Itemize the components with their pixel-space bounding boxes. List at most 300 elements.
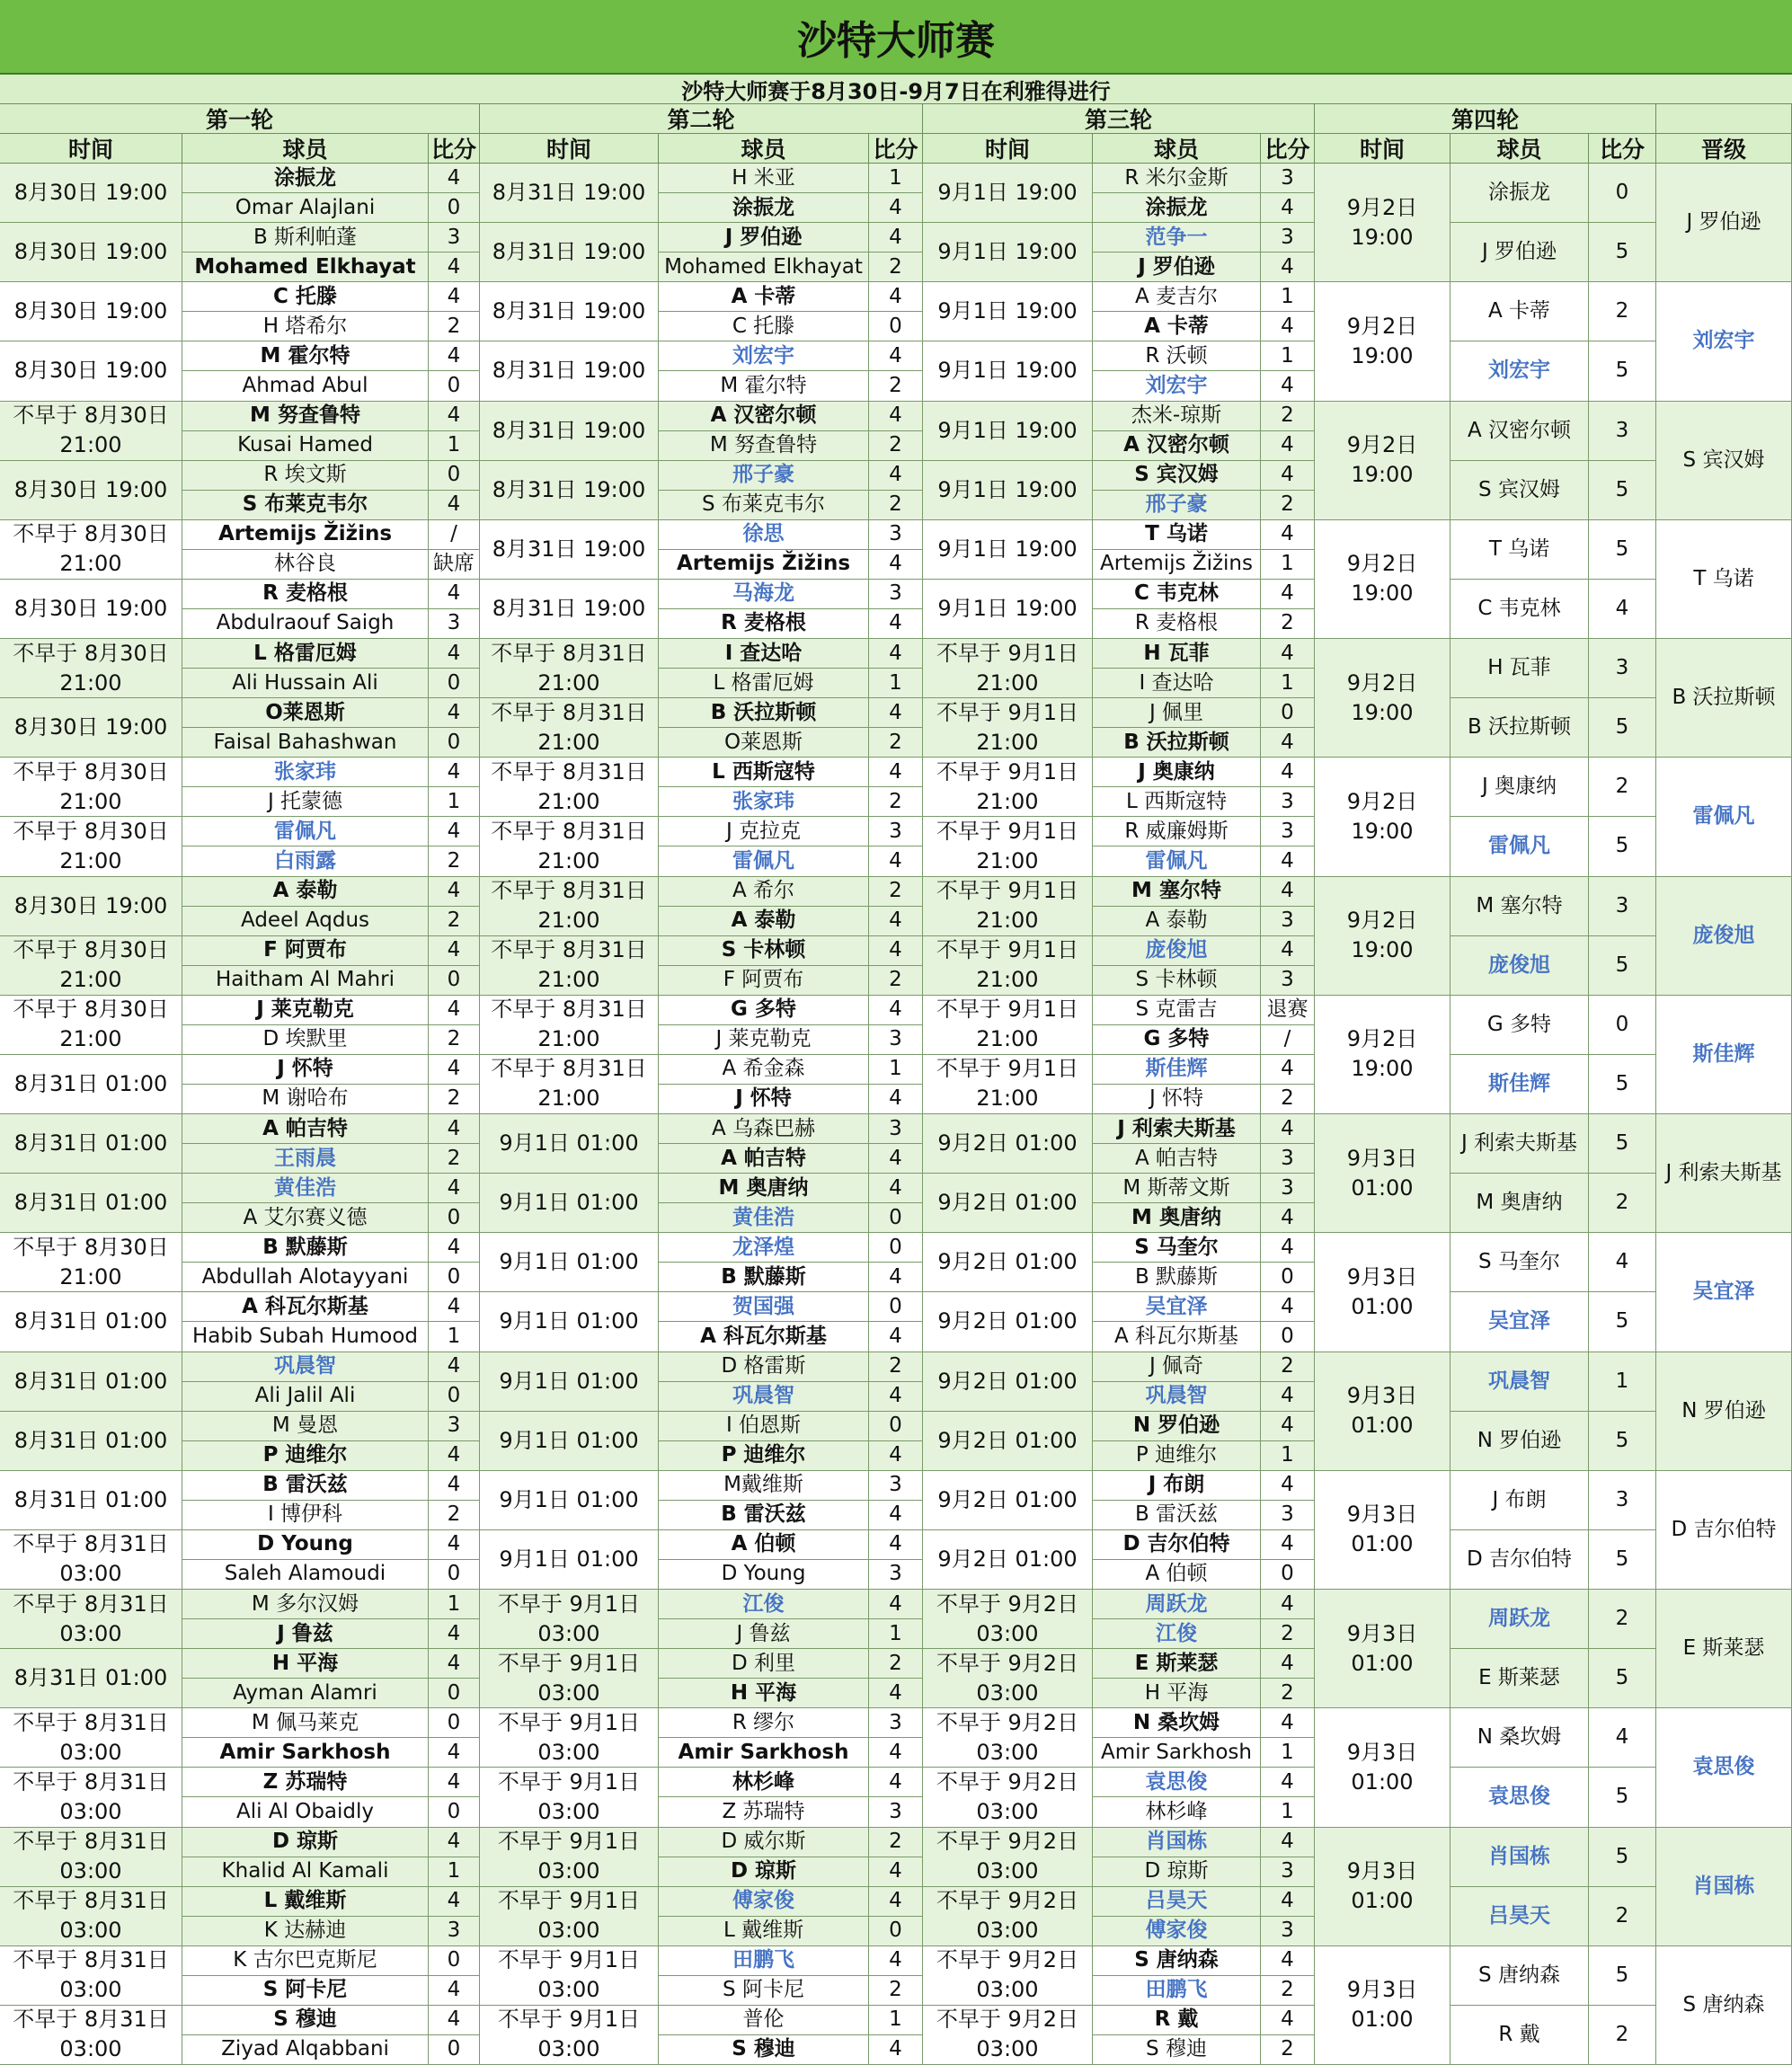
match-time: 9月1日 19:00 (923, 461, 1093, 520)
player-score: 4 (1261, 1233, 1315, 1263)
match-time: 不早于 8月30日 21:00 (0, 817, 182, 876)
player-score: 1 (869, 1055, 923, 1085)
player-name: A 帕吉特 (659, 1144, 869, 1174)
player-score: 4 (869, 846, 923, 876)
player-name: B 雷沃兹 (182, 1471, 429, 1501)
match-time: 不早于 8月31日 21:00 (480, 817, 659, 876)
match-time: 9月2日 01:00 (923, 1530, 1093, 1590)
qualifier-name: J 利索夫斯基 (1656, 1114, 1792, 1233)
player-name: J 奥康纳 (1093, 758, 1261, 787)
player-name: 田鹏飞 (1093, 1976, 1261, 2006)
player-score: 4 (1261, 639, 1315, 669)
match-time: 9月2日 19:00 (1315, 639, 1450, 758)
player-score: 4 (869, 461, 923, 491)
player-score: 4 (1261, 1412, 1315, 1441)
player-score: 2 (429, 1501, 480, 1530)
player-name: B 默藤斯 (182, 1233, 429, 1263)
player-name: J 克拉克 (659, 817, 869, 846)
player-score: 4 (1589, 580, 1656, 639)
match-time: 不早于 8月31日 03:00 (0, 1768, 182, 1827)
player-score: 4 (1261, 877, 1315, 907)
match-time: 8月31日 01:00 (0, 1114, 182, 1174)
player-score: 4 (869, 1887, 923, 1917)
player-score: 4 (1261, 253, 1315, 282)
player-name: L 格雷厄姆 (182, 639, 429, 669)
qualifier-name: 袁思俊 (1656, 1708, 1792, 1827)
player-score: 3 (1261, 966, 1315, 996)
player-name: A 帕吉特 (1093, 1144, 1261, 1174)
player-name: M 霍尔特 (659, 371, 869, 401)
player-name: L 西斯寇特 (1093, 787, 1261, 817)
player-score: 4 (869, 1738, 923, 1768)
player-score: 2 (429, 1085, 480, 1114)
player-name: S 卡林顿 (1093, 966, 1261, 996)
qualifier-name: 斯佳辉 (1656, 996, 1792, 1114)
player-score: 3 (1261, 817, 1315, 846)
player-score: 4 (429, 1114, 480, 1144)
player-name: A 汉密尔顿 (1450, 402, 1589, 461)
column-header: 时间 (1315, 134, 1450, 164)
player-score: 4 (1261, 1114, 1315, 1144)
match-time: 不早于 8月31日 21:00 (480, 639, 659, 698)
player-score: 2 (869, 877, 923, 907)
player-score: 0 (429, 2035, 480, 2065)
player-score: 5 (1589, 1530, 1656, 1590)
match-time: 9月2日 01:00 (923, 1352, 1093, 1412)
player-score: 2 (1261, 1976, 1315, 2006)
player-score: 4 (1261, 1649, 1315, 1679)
player-score: 5 (1589, 698, 1656, 758)
player-score: 5 (1589, 1292, 1656, 1352)
match-time: 不早于 9月1日 03:00 (480, 1887, 659, 1946)
player-score: 5 (1589, 1946, 1656, 2006)
player-score: 4 (429, 936, 480, 966)
player-score: 2 (869, 1649, 923, 1679)
match-time: 不早于 9月2日 03:00 (923, 2006, 1093, 2065)
player-name: 吕昊天 (1450, 1887, 1589, 1946)
player-name: R 米尔金斯 (1093, 164, 1261, 193)
player-name: C 托滕 (659, 312, 869, 341)
player-score: 4 (1261, 1768, 1315, 1797)
qualifier-name: E 斯莱瑟 (1656, 1590, 1792, 1708)
player-name: P 迪维尔 (659, 1441, 869, 1471)
player-name: 江俊 (1093, 1619, 1261, 1649)
match-time: 8月30日 19:00 (0, 164, 182, 223)
player-name: 张家玮 (182, 758, 429, 787)
player-name: H 瓦菲 (1093, 639, 1261, 669)
match-time: 不早于 8月31日 21:00 (480, 936, 659, 996)
match-time: 8月31日 19:00 (480, 461, 659, 520)
match-time: 9月2日 01:00 (923, 1233, 1093, 1292)
match-time: 9月3日 01:00 (1315, 1828, 1450, 1946)
player-score: 4 (429, 402, 480, 431)
player-score: 3 (429, 1917, 480, 1946)
player-score: 2 (1589, 282, 1656, 341)
match-time: 不早于 8月30日 21:00 (0, 402, 182, 461)
match-time: 不早于 9月1日 03:00 (480, 2006, 659, 2065)
column-header: 球员 (1450, 134, 1589, 164)
player-name: N 罗伯逊 (1450, 1412, 1589, 1471)
player-score: 0 (429, 193, 480, 223)
match-time: 不早于 8月31日 03:00 (0, 1828, 182, 1887)
player-name: A 希金森 (659, 1055, 869, 1085)
player-name: M 斯蒂文斯 (1093, 1174, 1261, 1203)
player-name: J 托蒙德 (182, 787, 429, 817)
player-name: A 卡蒂 (1450, 282, 1589, 341)
player-name: Artemijs Žižins (1093, 550, 1261, 580)
player-name: C 托滕 (182, 282, 429, 312)
player-name: 肖国栋 (1093, 1828, 1261, 1857)
player-score: 3 (1261, 787, 1315, 817)
player-name: Amir Sarkhosh (659, 1738, 869, 1768)
player-score: 3 (429, 609, 480, 639)
player-name: S 卡林顿 (659, 936, 869, 966)
round-1-header: 第一轮 (0, 104, 480, 134)
player-score: 4 (429, 1233, 480, 1263)
player-name: T 乌诺 (1450, 520, 1589, 580)
match-time: 9月3日 01:00 (1315, 1114, 1450, 1233)
player-name: 龙泽煌 (659, 1233, 869, 1263)
player-name: 黄佳浩 (659, 1203, 869, 1233)
player-name: S 马奎尔 (1450, 1233, 1589, 1292)
player-name: M 努查鲁特 (182, 402, 429, 431)
qualifier-name: S 唐纳森 (1656, 1946, 1792, 2065)
player-name: P 迪维尔 (1093, 1441, 1261, 1471)
match-time: 9月1日 19:00 (923, 402, 1093, 461)
match-time: 8月31日 01:00 (0, 1352, 182, 1412)
player-score: 0 (1261, 1322, 1315, 1352)
player-score: 0 (1589, 996, 1656, 1055)
qualifier-name: J 罗伯逊 (1656, 164, 1792, 282)
player-score: 5 (1589, 1055, 1656, 1114)
player-score: 4 (429, 1352, 480, 1382)
match-time: 8月31日 01:00 (0, 1174, 182, 1233)
player-score: 4 (869, 1174, 923, 1203)
player-name: T 乌诺 (1093, 520, 1261, 550)
match-time: 8月30日 19:00 (0, 223, 182, 282)
player-name: D 吉尔伯特 (1093, 1530, 1261, 1560)
match-time: 不早于 9月1日 03:00 (480, 1946, 659, 2006)
player-name: S 唐纳森 (1093, 1946, 1261, 1976)
match-time: 9月2日 01:00 (923, 1471, 1093, 1530)
player-score: 4 (429, 491, 480, 520)
player-score: 退赛 (1261, 996, 1315, 1025)
player-score: 3 (1261, 1857, 1315, 1887)
player-score: 2 (1261, 491, 1315, 520)
player-name: M 奥唐纳 (1093, 1203, 1261, 1233)
player-name: 杰米-琼斯 (1093, 402, 1261, 431)
player-name: J 怀特 (182, 1055, 429, 1085)
player-score: 4 (429, 698, 480, 728)
player-name: Ziyad Alqabbani (182, 2035, 429, 2065)
player-score: 3 (1261, 1144, 1315, 1174)
match-time: 不早于 9月1日 21:00 (923, 639, 1093, 698)
player-name: 江俊 (659, 1590, 869, 1619)
player-score: 2 (1589, 2006, 1656, 2065)
player-name: Adeel Aqdus (182, 907, 429, 936)
player-name: M 佩马莱克 (182, 1708, 429, 1738)
player-score: 0 (429, 1263, 480, 1292)
player-score: 4 (869, 996, 923, 1025)
player-score: 2 (1261, 1679, 1315, 1708)
player-score: 4 (1589, 1233, 1656, 1292)
player-name: Amir Sarkhosh (1093, 1738, 1261, 1768)
match-time: 8月30日 19:00 (0, 341, 182, 401)
player-name: J 利索夫斯基 (1093, 1114, 1261, 1144)
column-header: 球员 (182, 134, 429, 164)
player-name: 傅家俊 (659, 1887, 869, 1917)
match-time: 不早于 8月30日 21:00 (0, 639, 182, 698)
player-score: 1 (869, 2006, 923, 2035)
player-name: Faisal Bahashwan (182, 728, 429, 758)
player-score: 4 (869, 936, 923, 966)
player-score: 2 (429, 312, 480, 341)
player-score: 2 (429, 846, 480, 876)
match-time: 不早于 9月1日 21:00 (923, 758, 1093, 817)
player-score: 5 (1589, 1828, 1656, 1887)
column-header: 比分 (1261, 134, 1315, 164)
player-name: R 沃顿 (1093, 341, 1261, 371)
player-name: Z 苏瑞特 (659, 1797, 869, 1827)
player-score: 2 (1261, 1619, 1315, 1649)
qualifier-name: B 沃拉斯顿 (1656, 639, 1792, 758)
player-score: 3 (429, 1412, 480, 1441)
player-score: 1 (1589, 1352, 1656, 1412)
player-score: 4 (1261, 431, 1315, 461)
match-time: 9月2日 01:00 (923, 1412, 1093, 1471)
player-name: I 博伊科 (182, 1501, 429, 1530)
match-time: 8月31日 01:00 (0, 1412, 182, 1471)
player-score: 1 (429, 1857, 480, 1887)
player-score: 1 (429, 787, 480, 817)
player-name: Omar Alajlani (182, 193, 429, 223)
player-name: Abdullah Alotayyani (182, 1263, 429, 1292)
player-name: 吴宜泽 (1093, 1292, 1261, 1322)
player-name: 邢子豪 (1093, 491, 1261, 520)
player-name: Saleh Alamoudi (182, 1560, 429, 1590)
column-header: 比分 (1589, 134, 1656, 164)
match-time: 不早于 9月1日 21:00 (923, 936, 1093, 996)
player-score: 1 (1261, 1738, 1315, 1768)
column-header: 球员 (659, 134, 869, 164)
player-score: 2 (1261, 1085, 1315, 1114)
player-score: 2 (869, 491, 923, 520)
match-time: 不早于 9月1日 03:00 (480, 1828, 659, 1887)
player-name: M 塞尔特 (1093, 877, 1261, 907)
player-score: 1 (1261, 282, 1315, 312)
match-time: 不早于 8月30日 21:00 (0, 996, 182, 1055)
player-name: 袁思俊 (1093, 1768, 1261, 1797)
match-time: 8月31日 19:00 (480, 164, 659, 223)
player-score: 1 (869, 164, 923, 193)
player-score: 3 (1261, 164, 1315, 193)
player-name: 邢子豪 (659, 461, 869, 491)
player-score: 4 (429, 1530, 480, 1560)
player-name: A 泰勒 (1093, 907, 1261, 936)
player-name: J 奥康纳 (1450, 758, 1589, 817)
player-score: 4 (869, 1501, 923, 1530)
player-name: Ali Hussain Ali (182, 669, 429, 698)
player-name: K 达赫迪 (182, 1917, 429, 1946)
player-score: 4 (1261, 193, 1315, 223)
player-name: 涂振龙 (1093, 193, 1261, 223)
round-3-header: 第三轮 (923, 104, 1315, 134)
player-score: 0 (429, 1203, 480, 1233)
player-score: 0 (869, 1292, 923, 1322)
player-score: 4 (429, 817, 480, 846)
player-score: 3 (869, 1708, 923, 1738)
player-name: 傅家俊 (1093, 1917, 1261, 1946)
player-score: 5 (1589, 341, 1656, 401)
player-name: B 斯利帕蓬 (182, 223, 429, 253)
player-score: 0 (429, 1946, 480, 1976)
player-name: A 泰勒 (659, 907, 869, 936)
player-name: C 韦克林 (1450, 580, 1589, 639)
player-name: B 默藤斯 (659, 1263, 869, 1292)
player-score: 4 (429, 1441, 480, 1471)
match-time: 不早于 9月2日 03:00 (923, 1768, 1093, 1827)
match-time: 9月3日 01:00 (1315, 1946, 1450, 2065)
match-time: 不早于 9月1日 03:00 (480, 1649, 659, 1708)
match-time: 不早于 9月2日 03:00 (923, 1708, 1093, 1768)
player-name: D 威尔斯 (659, 1828, 869, 1857)
qualifier-name: 雷佩凡 (1656, 758, 1792, 876)
player-name: 范争一 (1093, 223, 1261, 253)
player-name: A 帕吉特 (182, 1114, 429, 1144)
player-score: 0 (429, 1708, 480, 1738)
player-name: D 格雷斯 (659, 1352, 869, 1382)
player-score: 0 (429, 461, 480, 491)
player-score: 0 (1589, 164, 1656, 223)
player-name: 周跃龙 (1093, 1590, 1261, 1619)
player-score: 4 (1589, 1708, 1656, 1768)
player-score: 2 (869, 431, 923, 461)
player-name: I 查达哈 (1093, 669, 1261, 698)
player-score: 1 (1261, 1441, 1315, 1471)
player-score: 2 (1589, 758, 1656, 817)
player-score: 4 (429, 877, 480, 907)
player-score: 4 (429, 1649, 480, 1679)
player-name: 吕昊天 (1093, 1887, 1261, 1917)
player-score: 1 (869, 669, 923, 698)
player-name: G 多特 (1450, 996, 1589, 1055)
player-score: 3 (869, 1471, 923, 1501)
player-name: Kusai Hamed (182, 431, 429, 461)
player-name: I 伯恩斯 (659, 1412, 869, 1441)
player-name: J 怀特 (659, 1085, 869, 1114)
match-time: 不早于 9月2日 03:00 (923, 1649, 1093, 1708)
player-name: M 奥唐纳 (659, 1174, 869, 1203)
match-time: 不早于 8月31日 21:00 (480, 877, 659, 936)
player-score: 2 (869, 787, 923, 817)
match-time: 9月1日 01:00 (480, 1174, 659, 1233)
round-4-header: 第四轮 (1315, 104, 1656, 134)
player-name: L 戴维斯 (659, 1917, 869, 1946)
player-score: 5 (1589, 461, 1656, 520)
player-score: 3 (1589, 639, 1656, 698)
player-name: Haitham Al Mahri (182, 966, 429, 996)
player-score: 2 (1589, 1174, 1656, 1233)
player-name: A 卡蒂 (1093, 312, 1261, 341)
player-name: N 罗伯逊 (1093, 1412, 1261, 1441)
player-score: 4 (1261, 580, 1315, 609)
player-score: 3 (1261, 223, 1315, 253)
player-name: P 迪维尔 (182, 1441, 429, 1471)
player-name: A 伯顿 (659, 1530, 869, 1560)
player-score: 3 (869, 817, 923, 846)
player-score: 5 (1589, 936, 1656, 996)
player-score: 4 (869, 1590, 923, 1619)
player-name: 吴宜泽 (1450, 1292, 1589, 1352)
player-score: 4 (1261, 1708, 1315, 1738)
player-name: R 缪尔 (659, 1708, 869, 1738)
player-score: 2 (1261, 1352, 1315, 1382)
player-name: A 伯顿 (1093, 1560, 1261, 1590)
player-name: J 布朗 (1093, 1471, 1261, 1501)
player-name: 雷佩凡 (182, 817, 429, 846)
match-time: 9月2日 01:00 (923, 1114, 1093, 1174)
match-time: 不早于 8月31日 03:00 (0, 1590, 182, 1649)
player-name: M 努查鲁特 (659, 431, 869, 461)
player-name: S 宾汉姆 (1093, 461, 1261, 491)
player-name: 黄佳浩 (182, 1174, 429, 1203)
player-score: 4 (869, 639, 923, 669)
player-name: 林谷良 (182, 550, 429, 580)
player-score: 0 (429, 966, 480, 996)
page-subtitle: 沙特大师赛于8月30日-9月7日在利雅得进行 (0, 75, 1792, 104)
match-time: 8月30日 19:00 (0, 877, 182, 936)
player-name: D 琼斯 (659, 1857, 869, 1887)
player-score: 2 (869, 253, 923, 282)
player-score: 0 (869, 1203, 923, 1233)
match-time: 9月2日 19:00 (1315, 164, 1450, 282)
player-score: 1 (429, 1590, 480, 1619)
player-score: 5 (1589, 1412, 1656, 1471)
player-score: 3 (869, 580, 923, 609)
player-name: J 佩里 (1093, 698, 1261, 728)
player-score: 4 (1261, 461, 1315, 491)
player-name: J 利索夫斯基 (1450, 1114, 1589, 1174)
player-score: 4 (869, 1322, 923, 1352)
player-name: B 沃拉斯顿 (659, 698, 869, 728)
player-name: 涂振龙 (182, 164, 429, 193)
player-name: R 埃文斯 (182, 461, 429, 491)
player-name: M 多尔汉姆 (182, 1590, 429, 1619)
player-name: B 沃拉斯顿 (1093, 728, 1261, 758)
match-time: 9月2日 01:00 (923, 1174, 1093, 1233)
player-score: 3 (1261, 1174, 1315, 1203)
player-name: 徐思 (659, 520, 869, 550)
player-score: 4 (869, 2035, 923, 2065)
match-time: 不早于 9月1日 21:00 (923, 1055, 1093, 1114)
player-score: 0 (869, 1412, 923, 1441)
player-score: 3 (869, 1560, 923, 1590)
player-name: S 阿卡尼 (659, 1976, 869, 2006)
player-score: 4 (1261, 846, 1315, 876)
player-name: B 沃拉斯顿 (1450, 698, 1589, 758)
column-header: 时间 (480, 134, 659, 164)
match-time: 不早于 9月2日 03:00 (923, 1828, 1093, 1887)
player-score: 4 (1261, 1382, 1315, 1412)
player-name: 袁思俊 (1450, 1768, 1589, 1827)
player-score: 0 (429, 1679, 480, 1708)
player-score: 5 (1589, 1114, 1656, 1174)
match-time: 9月1日 01:00 (480, 1530, 659, 1590)
player-name: Khalid Al Kamali (182, 1857, 429, 1887)
player-name: D 琼斯 (182, 1828, 429, 1857)
player-score: 4 (429, 996, 480, 1025)
match-time: 8月31日 19:00 (480, 282, 659, 341)
